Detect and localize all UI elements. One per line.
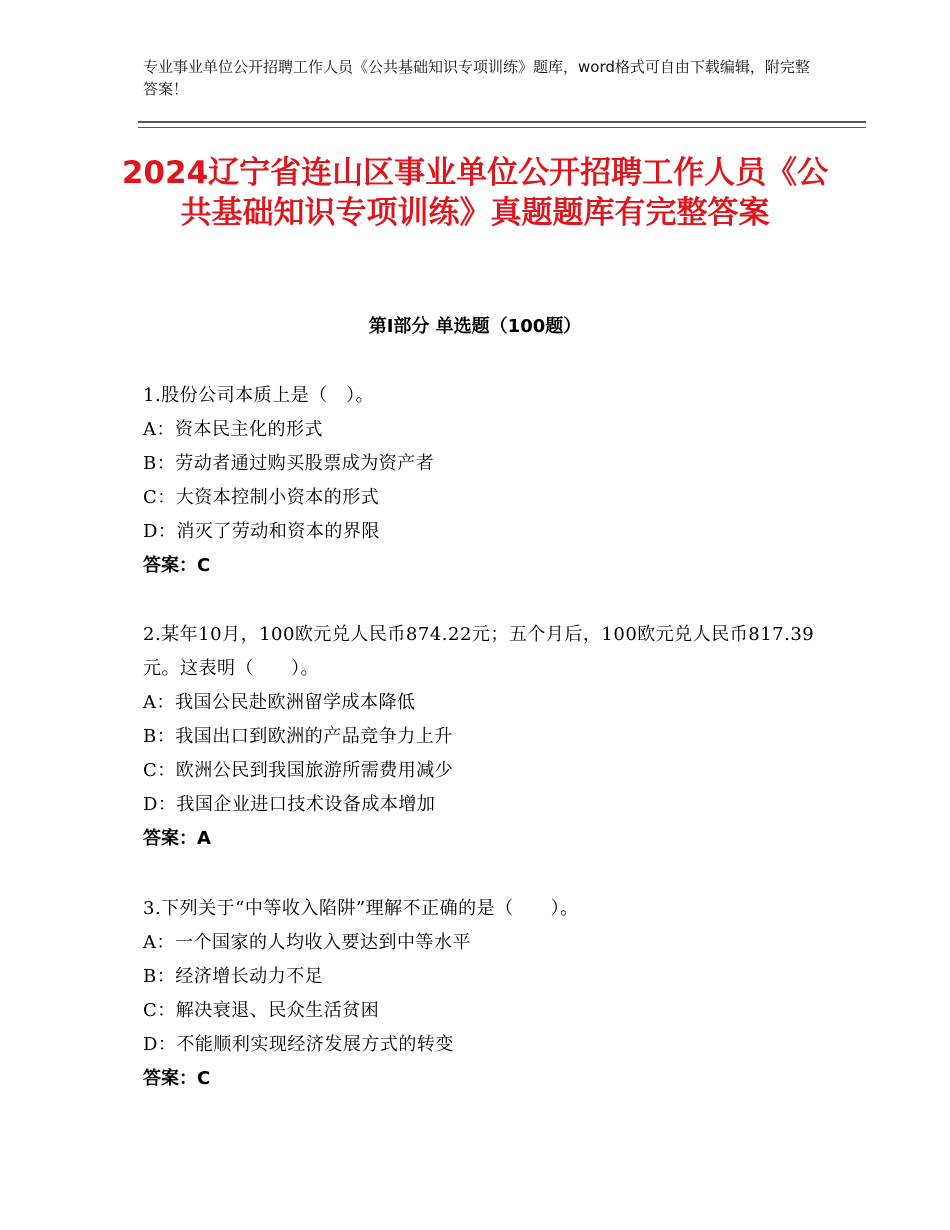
question-3 bbox=[143, 892, 823, 1096]
question-stem: 2.某年10月，100欧元兑人民币874.22元；五个月后，100欧元兑人民币817.39元。这表明（ ）。 bbox=[143, 624, 815, 679]
option-d: D：消灭了劳动和资本的界限 bbox=[143, 521, 380, 542]
option-d: D：不能顺利实现经济发展方式的转变 bbox=[143, 1034, 454, 1055]
option-a: A：资本民主化的形式 bbox=[143, 419, 323, 440]
option-c: C：大资本控制小资本的形式 bbox=[143, 487, 380, 508]
option-d: D：我国企业进口技术设备成本增加 bbox=[143, 794, 436, 815]
question-stem: 3.下列关于“中等收入陷阱”理解不正确的是（ ）。 bbox=[143, 898, 579, 919]
header-note: 专业事业单位公开招聘工作人员《公共基础知识专项训练》题库，word格式可自由下载编辑，附完整答案！ bbox=[143, 58, 810, 98]
option-a: A：我国公民赴欧洲留学成本降低 bbox=[143, 692, 416, 713]
answer-line: 答案：C bbox=[143, 1068, 211, 1089]
answer-line: 答案：A bbox=[143, 828, 211, 849]
option-c: C：欧洲公民到我国旅游所需费用减少 bbox=[143, 760, 454, 781]
option-b: B：经济增长动力不足 bbox=[143, 966, 324, 987]
document-title: 2024辽宁省连山区事业单位公开招聘工作人员《公共基础知识专项训练》真题题库有完整答案 bbox=[121, 155, 829, 231]
answer-line: 答案：C bbox=[143, 555, 211, 576]
question-2 bbox=[143, 618, 823, 856]
option-b: B：我国出口到欧洲的产品竞争力上升 bbox=[143, 726, 453, 747]
option-b: B：劳动者通过购买股票成为资产者 bbox=[143, 453, 435, 474]
header-divider bbox=[138, 121, 866, 128]
question-stem: 1.股份公司本质上是（ ）。 bbox=[143, 385, 375, 406]
section-heading: 第Ⅰ部分 单选题（100题） bbox=[368, 316, 582, 337]
option-a: A：一个国家的人均收入要达到中等水平 bbox=[143, 932, 471, 953]
question-1 bbox=[143, 379, 823, 583]
option-c: C：解决衰退、民众生活贫困 bbox=[143, 1000, 380, 1021]
